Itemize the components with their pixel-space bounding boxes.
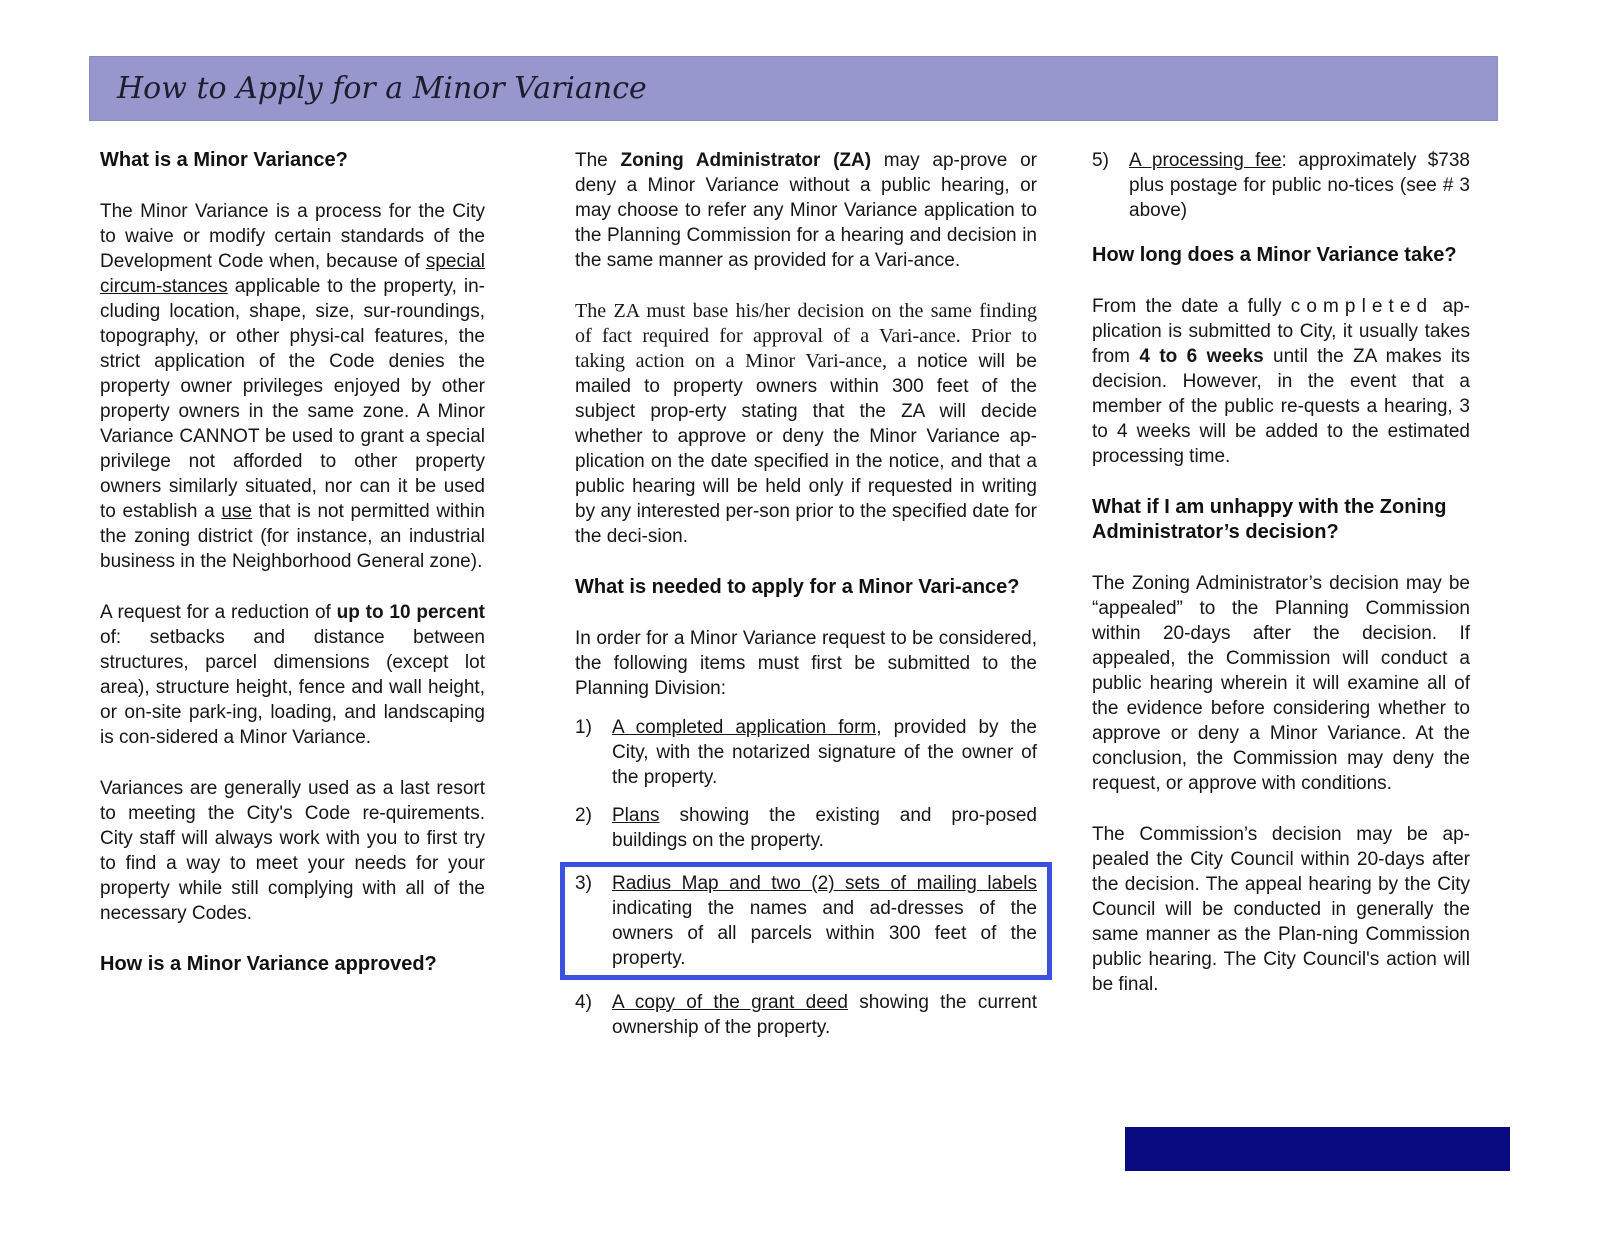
text-run: The ZA must base his/her decision on the same finding of fact required for approval of a Vari-ance. Prior to taking action on a Minor Vari-ance, a bbox=[575, 300, 1037, 372]
item-number: 5) bbox=[1092, 150, 1109, 171]
text-run: Variances are generally used as a last resort to meeting the City's Code re-quirements. City staff will always work with you to first try to find a way to meet your needs for your property while still complying with all of the necessary Codes. bbox=[100, 778, 485, 924]
numbered-item bbox=[1092, 148, 1470, 223]
item-text bbox=[1129, 148, 1470, 223]
paragraph bbox=[1092, 822, 1470, 997]
column-left bbox=[100, 148, 485, 1003]
highlight-box bbox=[560, 862, 1052, 980]
text-run: applicable to the property, in-cluding location, shape, size, sur-roundings, topography, or other physi-cal features, the strict application of the Code denies the property owner privileges enjoyed by other property owners in the same zone. A Minor Variance CANNOT be used to grant a special privilege not afforded to other property owners similarly situated, nor can it be used to establish a bbox=[100, 276, 485, 522]
text-run: A copy of the grant deed bbox=[612, 992, 848, 1013]
text-run: completed bbox=[1290, 296, 1434, 317]
text-run: A completed application form, bbox=[612, 717, 882, 738]
text-run: indicating the names and ad-dresses of the owners of all parcels within 300 feet of the property. bbox=[612, 898, 1037, 969]
column-middle bbox=[575, 148, 1037, 1053]
item-text bbox=[612, 871, 1037, 971]
text-run: that is not permitted within the zoning district (for instance, an industrial business in the Neighborhood General zone). bbox=[100, 501, 485, 572]
text-run: A processing fee bbox=[1129, 150, 1282, 171]
text-run: Zoning Administrator (ZA) bbox=[620, 150, 872, 171]
text-run: until the ZA makes its decision. However, in the event that a member of the public re-quests a hearing, 3 to 4 weeks will be added to the estimated processing time. bbox=[1092, 346, 1471, 467]
page-title: How to Apply for a Minor Variance bbox=[117, 71, 647, 106]
item-number: 4) bbox=[575, 992, 592, 1013]
text-run: showing the current ownership of the property. bbox=[612, 992, 1037, 1038]
paragraph bbox=[575, 299, 1037, 549]
numbered-item bbox=[575, 803, 1037, 853]
text-run: Radius Map and two (2) sets of mailing labels bbox=[612, 873, 1037, 894]
paragraph bbox=[1092, 294, 1470, 469]
paragraph bbox=[1092, 571, 1470, 796]
section-heading-how-long: How long does a Minor Variance take? bbox=[1092, 244, 1457, 266]
item-number: 3) bbox=[575, 873, 592, 894]
text-run: use bbox=[221, 501, 253, 522]
item-text bbox=[612, 803, 1037, 853]
section-heading-unhappy: What if I am unhappy with the Zoning Administrator’s decision? bbox=[1092, 496, 1447, 543]
text-run: 4 to 6 weeks bbox=[1139, 346, 1264, 367]
text-run: From the date a fully bbox=[1092, 296, 1291, 317]
item-text bbox=[612, 715, 1037, 790]
paragraph bbox=[100, 600, 485, 750]
text-run: A request for a reduction of bbox=[100, 602, 337, 623]
numbered-item bbox=[575, 715, 1037, 790]
item-number: 2) bbox=[575, 805, 592, 826]
text-run: : approximately $738 plus postage for public no-tices (see # 3 above) bbox=[1129, 150, 1470, 221]
paragraph bbox=[575, 626, 1037, 701]
numbered-item bbox=[575, 871, 1037, 971]
text-run: The Commission’s decision may be ap-pealed the City Council within 20-days after the decision. The appeal hearing by the City Council will be conducted in generally the same manner as the Plan-ning Commission public hearing. The City Council's action will be final. bbox=[1092, 824, 1470, 995]
text-run: may ap-prove or deny a Minor Variance without a public hearing, or may choose to refer any Minor Variance application to the Planning Commission for a hearing and decision in the same manner as provided for a Vari-ance. bbox=[575, 150, 1037, 271]
paragraph bbox=[575, 148, 1037, 273]
section-heading-how-approved: How is a Minor Variance approved? bbox=[100, 953, 437, 975]
text-run: notice will be mailed to property owners within 300 feet of the subject prop-erty stating that the ZA will decide whether to approve or deny the Minor Variance ap-plication on the date specified in the notice, and that a public hearing will be held only if requested in writing by any interested per-son prior to the specified date for the deci-sion. bbox=[575, 351, 1037, 547]
text-run: The Zoning Administrator’s decision may be “appealed” to the Planning Commission within 20-days after the decision. If appealed, the Commission will conduct a public hearing wherein it will examine all of the evidence before considering whether to approve or deny a Minor Variance. At the conclusion, the Commission may deny the request, or approve with conditions. bbox=[1092, 573, 1470, 794]
text-run: The bbox=[575, 150, 621, 171]
text-run: up to 10 percent bbox=[336, 602, 485, 623]
text-run: The Minor Variance is a process for the City to waive or modify certain standards of the Development Code when, because of bbox=[100, 201, 485, 272]
paragraph bbox=[100, 776, 485, 926]
section-heading-what-needed: What is needed to apply for a Minor Vari-ance? bbox=[575, 576, 1020, 598]
text-run: provided by the City, with the notarized signature of the owner of the property. bbox=[612, 717, 1038, 788]
section-heading-what-is: What is a Minor Variance? bbox=[100, 149, 348, 171]
text-run: special circum-stances bbox=[100, 251, 485, 297]
text-run: In order for a Minor Variance request to be considered, the following items must first be submitted to the Planning Division: bbox=[575, 628, 1037, 699]
title-banner bbox=[89, 56, 1498, 121]
text-run: showing the existing and pro-posed buildings on the property. bbox=[612, 805, 1037, 851]
paragraph bbox=[100, 199, 485, 574]
text-run: of: setbacks and distance between structures, parcel dimensions (except lot area), structure height, fence and wall height, or on-site park-ing, loading, and landscaping is con-sidered a Minor Variance. bbox=[100, 627, 485, 748]
item-number: 1) bbox=[575, 717, 592, 738]
text-run: ap-plication is submitted to City, it usually takes from bbox=[1092, 296, 1470, 367]
navy-bar bbox=[1125, 1127, 1510, 1171]
item-text bbox=[612, 990, 1037, 1040]
column-right bbox=[1092, 148, 1470, 1023]
text-run: Plans bbox=[612, 805, 660, 826]
numbered-item bbox=[575, 990, 1037, 1040]
